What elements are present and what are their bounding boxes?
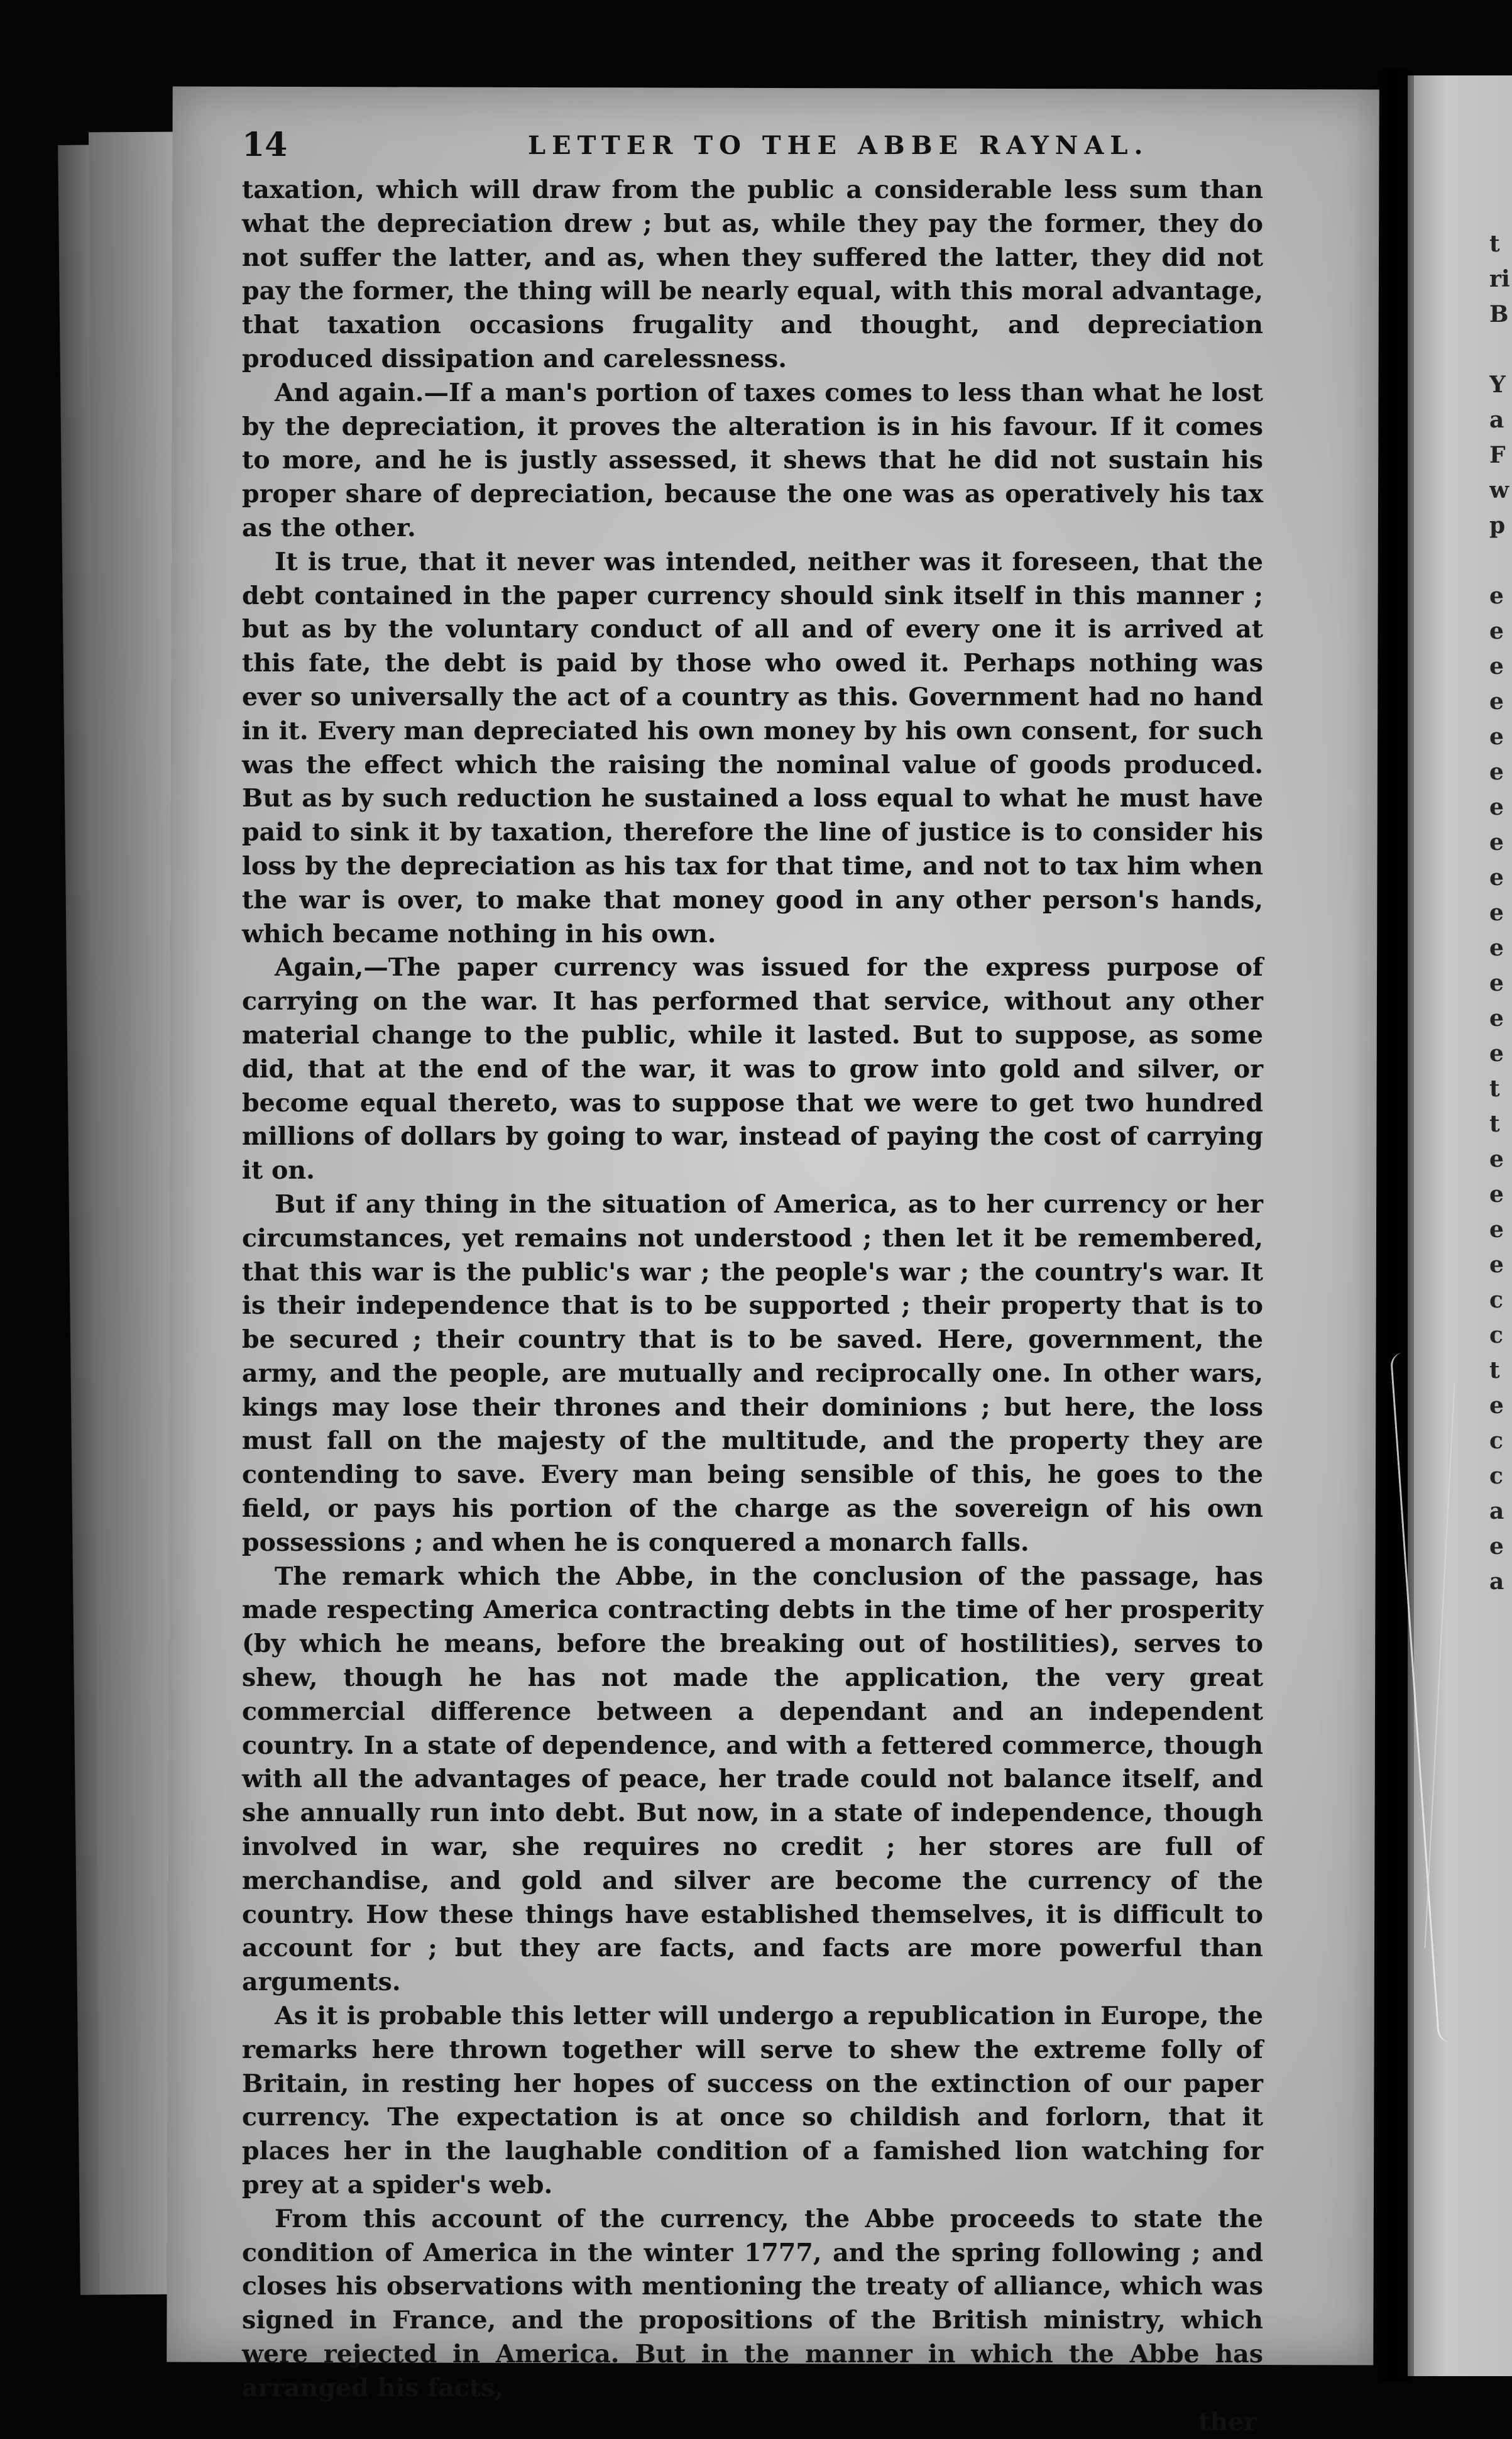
facing-page-fragment: e [1489,724,1504,750]
paragraph: taxation, which will draw from the public a considerable less sum than what the depreciation drew ; but as, while they pay the former, they do not suffer the latter, and as, when they suffered the latter, they did not pay the former, the thing will be nearly equal, with this moral advantage, that taxation occasions frugality and thought, and depreciation produced dissipation and carelessness. [242,175,1263,373]
paragraph: But if any thing in the situation of America, as to her currency or her circumstances, yet remains not understood ; then let it be remembered, that this war is the public's war ; the people's war ; the country's war. It is their independence that is to be supported ; their property that is to be secured ; their country that is to be saved. Here, government, the army, and the people, are mutually and reciprocally one. In other wars, kings may lose their thrones and their dominions ; but here, the loss must fall on the majesty of the multitude, and the property they are contending to save. Every man being sensible of this, he goes to the field, or pays his portion of the charge as the sovereign of his own possessions ; and when he is conquered a monarch falls. [242,1189,1263,1557]
facing-page-fragment: e [1489,688,1504,715]
facing-page-fragment: F [1489,442,1506,468]
paragraph: It is true, that it never was intended, neither was it foreseen, that the debt contained in the paper currency should sink itself in this manner ; but as by the voluntary conduct of all and of every one it is arrived at this fate, the debt is paid by those who owed it. Perhaps nothing was ever so universally the act of a country as this. Government had no hand in it. Every man depreciated his own money by his own consent, for such was the effect which the raising the nominal value of goods produced. But as by such reduction he sustained a loss equal to what he must have paid to sink it by taxation, therefore the line of justice is to consider his loss by the depreciation as his tax for that time, and not to tax him when the war is over, to make that money good in any other person's hands, which became nothing in his own. [242,547,1263,949]
facing-page-fragment: e [1489,1216,1504,1243]
facing-page-fragment: e [1489,900,1504,926]
paragraph: From this account of the currency, the Abbe proceeds to state the condition of America in the winter 1777, and the spring following ; and closes his observations with mentioning the treaty of alliance, which was signed in France, and the propositions of the British ministry, which were rejected in America. But in the manner in which the Abbe has arranged his facts, [242,2204,1263,2403]
paragraph: And again.—If a man's portion of taxes comes to less than what he lost by the depreciation, it proves the alteration is in his favour. If it comes to more, and he is justly assessed, it shews that he did not sustain his proper share of depreciation, because the one was as operatively his tax as the other. [242,378,1263,542]
facing-page-fragment [1489,543,1512,578]
facing-page-fragment: ri [1489,266,1510,292]
facing-page-fragment: c [1489,1322,1503,1348]
facing-page-fragment: e [1489,618,1504,644]
facing-page-fragment: t [1489,1357,1500,1384]
facing-page-fragment: e [1489,1040,1504,1067]
facing-page-fragment: a [1489,1498,1504,1524]
facing-page-fragment: c [1489,1463,1503,1489]
paragraph: Again,—The paper currency was issued for the express purpose of carrying on the war. It has performed that service, without any other material change to the public, while it lasted. But to suppose, as some did, that at the end of the war, it was to grow into gold and silver, or become equal thereto, was to suppose that we were to get two hundred millions of dollars by going to war, instead of paying the cost of carrying it on. [242,953,1263,1186]
facing-page-fragment: t [1489,1111,1500,1137]
facing-page-fragment: a [1489,1568,1504,1595]
facing-page-fragment: e [1489,935,1504,961]
facing-page-fragment: a [1489,407,1504,433]
catchword: ther [1198,2407,1257,2436]
facing-page-fragment: e [1489,583,1504,609]
facing-page-fragment [1489,332,1512,367]
facing-page-fragment: t [1489,231,1500,257]
facing-page-fragment: e [1489,864,1504,891]
facing-page-fragment: e [1489,829,1504,856]
paragraph: The remark which the Abbe, in the conclusion of the passage, has made respecting America contracting debts in the time of her prosperity (by which he means, before the breaking out of hostilities), serves to shew, though he has not made the application, the very great commercial difference between a dependant and an independent country. In a state of dependence, and with a fettered commerce, though with all the advantages of peace, her trade could not balance itself, and she annually run into debt. But now, in a state of independence, though involved in war, she requires no credit ; her stores are full of merchandise, and gold and silver are become the currency of the country. How these things have established themselves, it is difficult to account for ; but they are facts, and facts are more powerful than arguments. [242,1561,1263,1997]
facing-page-fragment: e [1489,1533,1504,1560]
page-number: 14 [242,126,288,164]
facing-page-fragment: e [1489,970,1504,996]
facing-page-fragment: e [1489,1252,1504,1278]
paragraph: As it is probable this letter will undergo a republication in Europe, the remarks here thrown together will serve to shew the extreme folly of Britain, in resting her hopes of success on the extinction of our paper currency. The expectation is at once so childish and forlorn, that it places her in the laughable condition of a famished lion watching for prey at a spider's web. [242,2001,1263,2200]
page-text [242,126,1263,2439]
facing-page-fragment: B [1489,301,1509,328]
facing-page-fragment: e [1489,759,1504,785]
facing-page-fragment: e [1489,794,1504,820]
facing-page-fragment: p [1489,512,1506,539]
facing-page-fragment: c [1489,1428,1503,1454]
running-head [242,126,1263,170]
facing-page-fragment: e [1489,1181,1504,1208]
facing-page-fragment: e [1489,1146,1504,1172]
facing-page-fragment: w [1489,477,1509,504]
facing-page-fragment: e [1489,1005,1504,1032]
facing-page-fragment: Y [1489,372,1506,398]
running-title: LETTER TO THE ABBE RAYNAL. [528,131,1149,160]
facing-page-text-fragments [1489,226,1512,1599]
facing-page-fragment: t [1489,1076,1500,1102]
facing-page-fragment: e [1489,653,1504,680]
facing-page-fragment: c [1489,1287,1503,1313]
facing-page-fragment: e [1489,1392,1504,1419]
